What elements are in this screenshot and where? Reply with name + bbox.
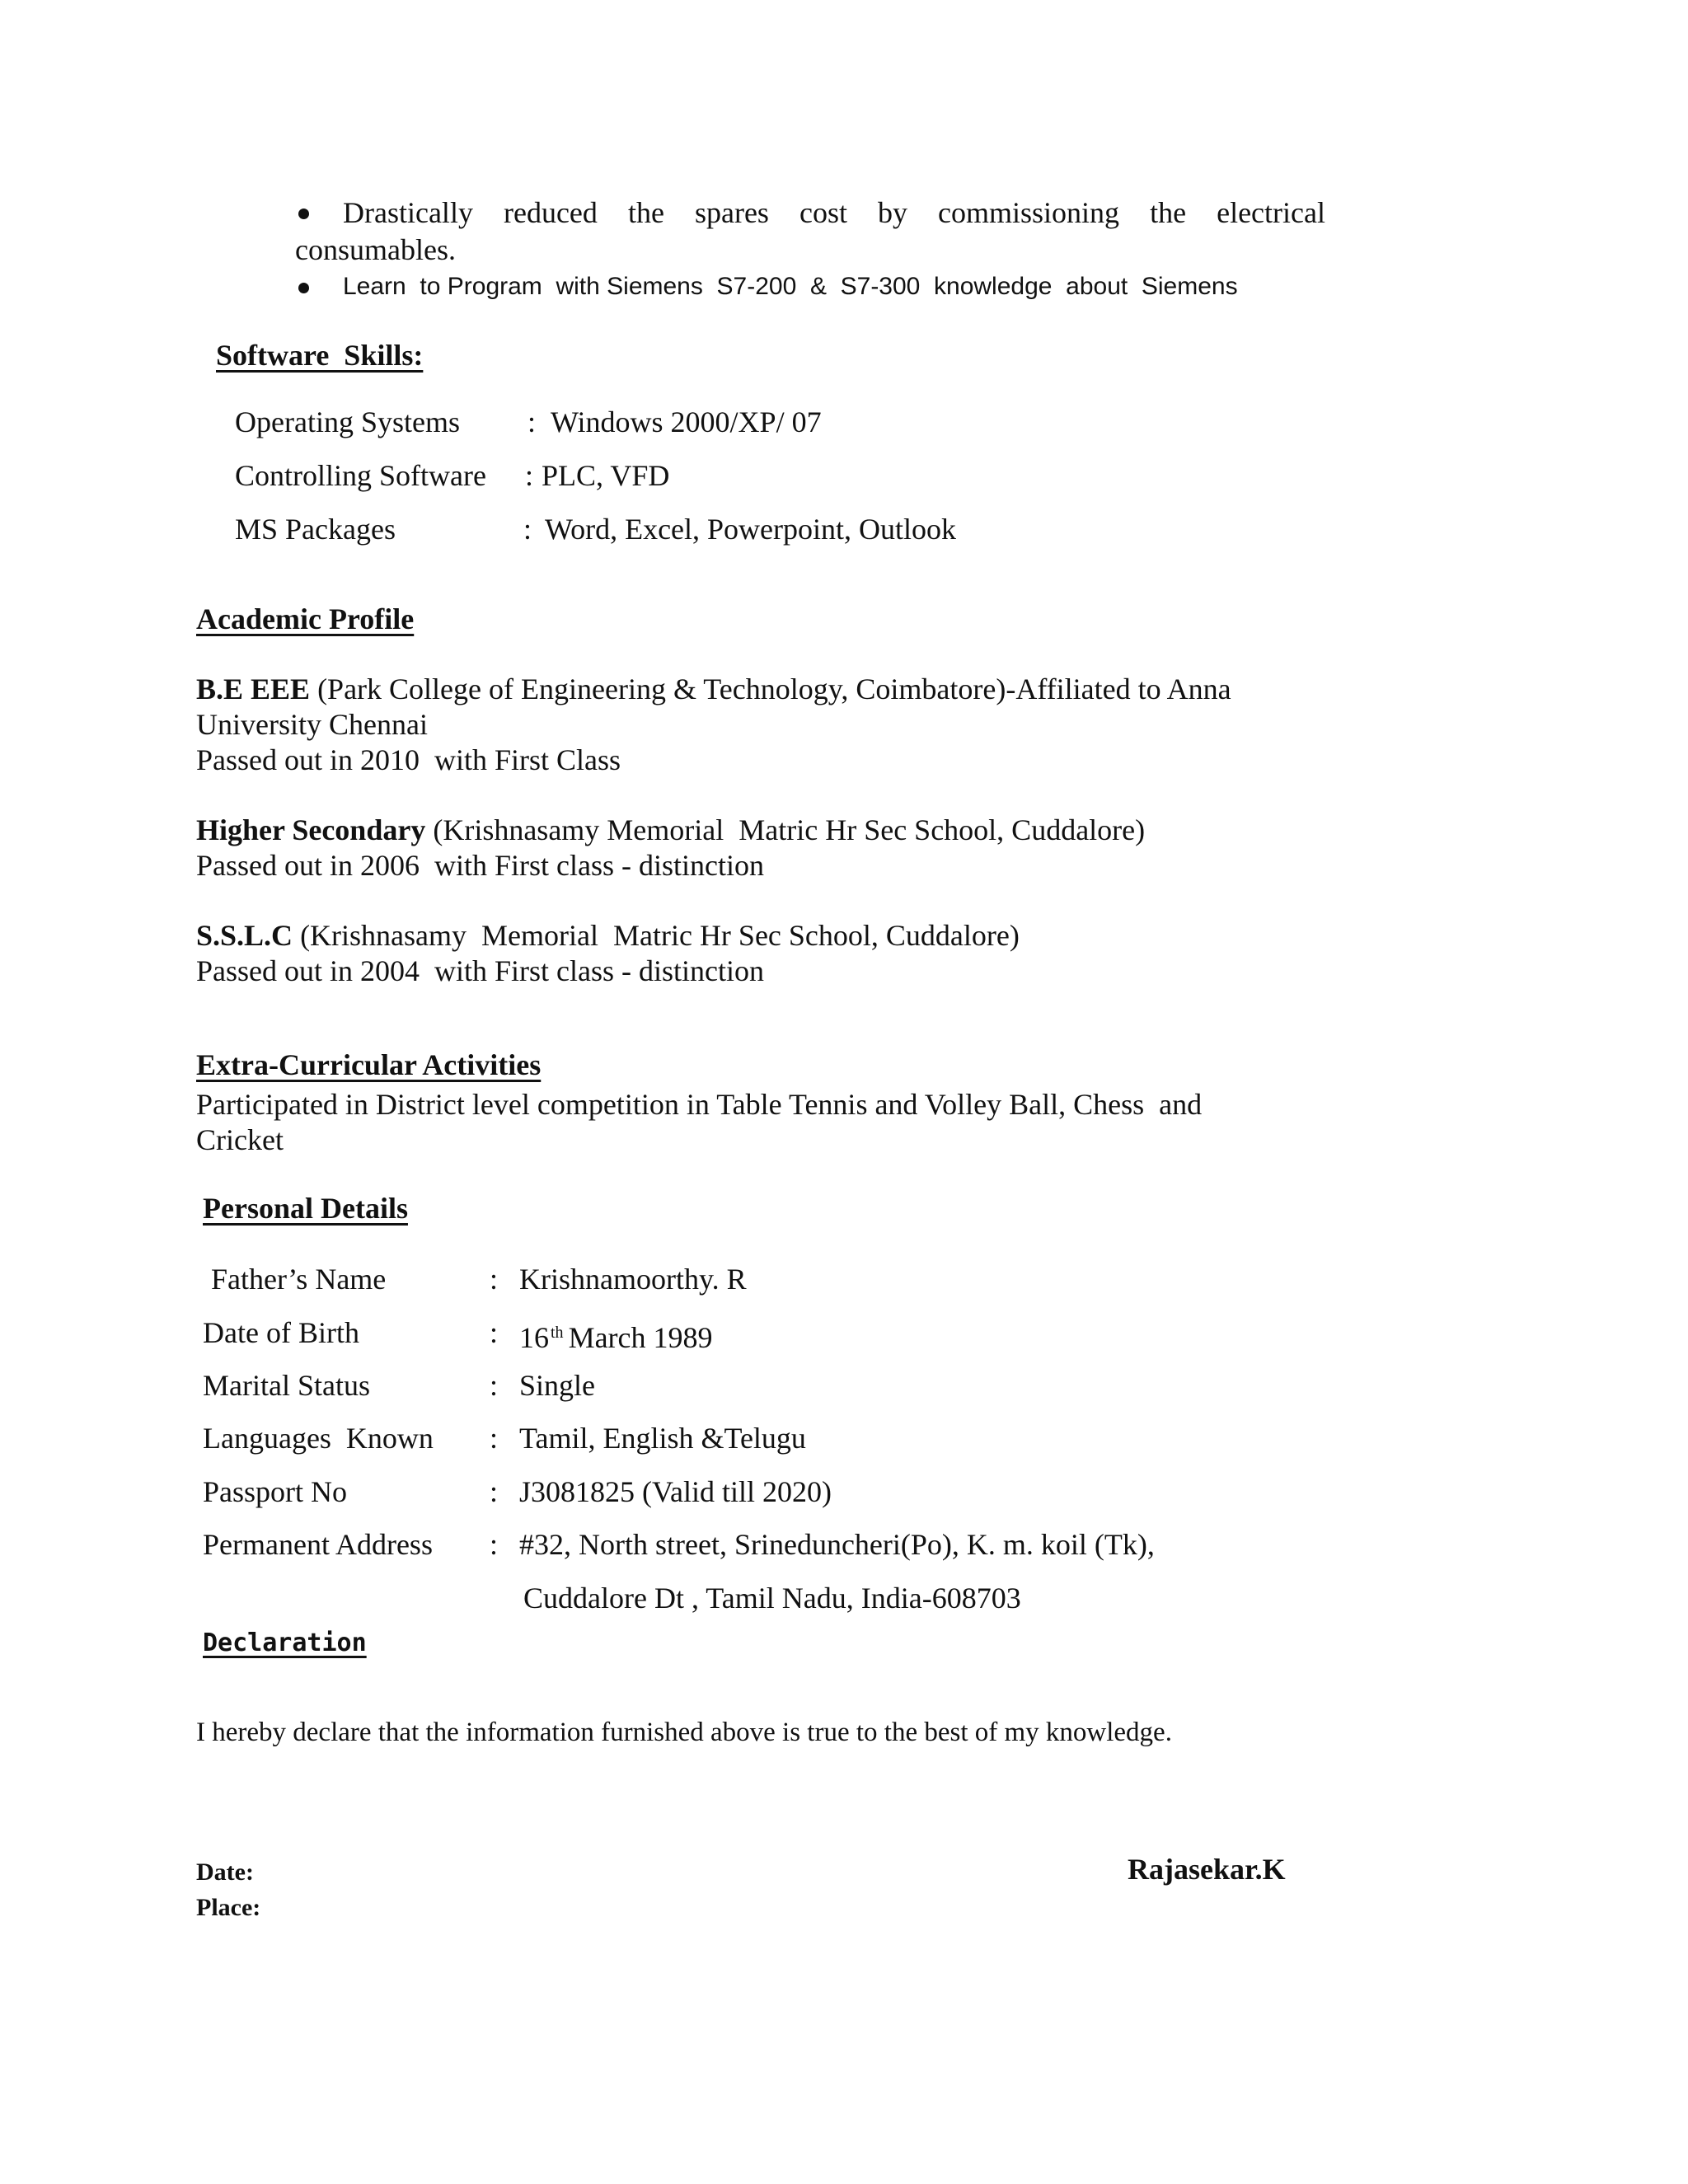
degree-result: Passed out in 2010 with First Class <box>196 743 621 776</box>
personal-colon: : <box>490 1369 499 1402</box>
academic-entry-hsc <box>196 812 1145 848</box>
degree-institution-cont: University Chennai <box>196 708 428 741</box>
personal-value: #32, North street, Srineduncheri(Po), K. m. koil (Tk), <box>519 1528 1155 1561</box>
degree-title: Higher Secondary <box>196 813 426 846</box>
personal-details-heading: Personal Details <box>203 1192 408 1225</box>
skill-label: Controlling Software <box>235 459 486 492</box>
extra-curricular-text: Participated in District level competition in Table Tennis and Volley Ball, Chess and <box>196 1088 1203 1121</box>
extra-curricular-heading: Extra-Curricular Activities <box>196 1048 542 1081</box>
address-line-2: Cuddalore Dt , Tamil Nadu, India-608703 <box>523 1582 1021 1615</box>
personal-colon: : <box>490 1263 499 1296</box>
skill-colon: : <box>523 513 532 546</box>
personal-colon: : <box>490 1316 499 1349</box>
personal-value: Single <box>519 1369 596 1402</box>
personal-label: Marital Status <box>203 1369 370 1402</box>
degree-title: B.E EEE <box>196 673 311 705</box>
academic-entry-sslc <box>196 917 1020 954</box>
personal-colon: : <box>490 1528 499 1561</box>
bullet-dot <box>298 209 309 219</box>
skill-colon: : <box>525 459 534 492</box>
personal-value: Tamil, English &Telugu <box>519 1422 806 1455</box>
degree-institution: (Krishnasamy Memorial Matric Hr Sec School, Cuddalore) <box>293 919 1020 952</box>
date-label: Date: <box>196 1858 254 1886</box>
personal-value: J3081825 (Valid till 2020) <box>519 1475 832 1508</box>
declaration-heading: Declaration <box>203 1629 367 1657</box>
skill-value: Word, Excel, Powerpoint, Outlook <box>545 513 957 546</box>
skill-label: MS Packages <box>235 513 396 546</box>
achievement-bullet-1-cont: consumables. <box>295 233 456 266</box>
personal-label: Date of Birth <box>203 1316 359 1349</box>
degree-result: Passed out in 2006 with First class - distinction <box>196 849 764 882</box>
personal-colon: : <box>490 1475 499 1508</box>
signature-name: Rajasekar.K <box>1128 1853 1286 1886</box>
skill-value: Windows 2000/XP/ 07 <box>551 405 822 438</box>
personal-label: Passport No <box>203 1475 348 1508</box>
place-label: Place: <box>196 1894 261 1921</box>
skill-colon: : <box>528 405 537 438</box>
degree-result: Passed out in 2004 with First class - distinction <box>196 954 764 987</box>
academic-profile-heading: Academic Profile <box>196 602 415 635</box>
personal-label: Languages Known <box>203 1422 434 1455</box>
skill-value: PLC, VFD <box>542 459 670 492</box>
personal-label: Father’s Name <box>211 1263 387 1296</box>
bullet-dot <box>298 283 309 293</box>
academic-entry-be <box>196 671 1231 707</box>
personal-value: Krishnamoorthy. R <box>519 1263 747 1296</box>
declaration-text: I hereby declare that the information furnished above is true to the best of my knowledge. <box>196 1718 1172 1747</box>
personal-label: Permanent Address <box>203 1528 433 1561</box>
extra-curricular-text-cont: Cricket <box>196 1123 284 1156</box>
personal-colon: : <box>490 1422 499 1455</box>
degree-institution: (Park College of Engineering & Technology, Coimbatore)-Affiliated to Anna <box>310 673 1231 705</box>
personal-value-dob: 16 $^{th}$ March 1989 <box>519 1321 713 1354</box>
degree-institution: (Krishnasamy Memorial Matric Hr Sec School, Cuddalore) <box>425 813 1146 846</box>
achievement-bullet-1: Drastically reduced the spares cost by commissioning the electrical <box>343 196 1325 229</box>
degree-title: S.S.L.C <box>196 919 293 952</box>
achievement-bullet-2: Learn to Program with Siemens S7-200 & S7-300 knowledge about Siemens <box>343 273 1238 300</box>
skill-label: Operating Systems <box>235 405 460 438</box>
software-skills-heading: Software Skills: <box>216 339 424 372</box>
